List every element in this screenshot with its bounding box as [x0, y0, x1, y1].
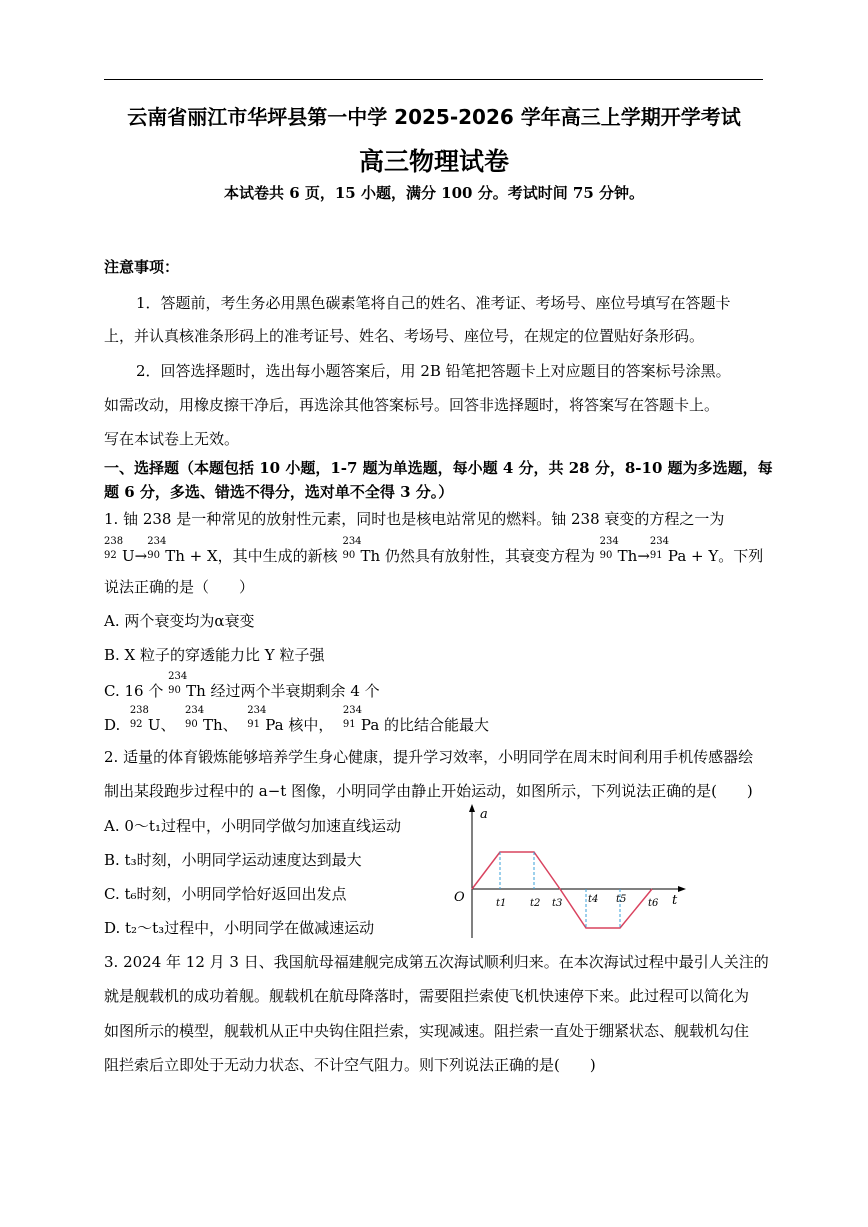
x-axis-arrow-icon	[678, 886, 686, 892]
question-3-text: 3. 2024 年 12 月 3 日、我国航母福建舰完成第五次海试顺利归来。在本次海试过程中最引人关注的	[104, 953, 769, 971]
nuclide-pa: 234 91	[342, 705, 363, 730]
tick-t5: t5	[616, 894, 627, 905]
question-3-text: 如图所示的模型，舰载机从正中央钩住阻拦索，实现减速。阻拦索一直处于绷紧状态、舰载机勾住	[104, 1022, 750, 1040]
option-b: B. X 粒子的穿透能力比 Y 粒子强	[104, 646, 325, 664]
x-axis-label: t	[672, 893, 678, 908]
option-c: C. t₆时刻，小明同学恰好返回出发点	[104, 885, 347, 903]
question-3-text: 就是舰载机的成功着舰。舰载机在航母降落时，需要阻拦索使飞机快速停下来。此过程可以简化为	[104, 987, 750, 1005]
origin-label: O	[454, 890, 465, 905]
nuclide-pa: 234 91	[247, 705, 267, 730]
notice-heading: 注意事项：	[104, 258, 180, 276]
tick-t3: t3	[552, 898, 563, 909]
a-t-graph	[446, 800, 691, 940]
question-1-text: 1. 铀 238 是一种常见的放射性元素，同时也是核电站常见的燃料。铀 238 衰变的方程之一为	[104, 510, 725, 528]
exam-info: 本试卷共 6 页，15 小题，满分 100 分。考试时间 75 分钟。	[223, 184, 645, 202]
tick-t6: t6	[648, 898, 659, 909]
nuclide-th: 234 90	[147, 536, 167, 561]
nuclide-u: 238 92	[104, 536, 124, 561]
question-3-text: 阻拦索后立即处于无动力状态、不计空气阻力。则下列说法正确的是( )	[104, 1056, 596, 1074]
notice-line: 2．回答选择题时，选出每小题答案后，用 2B 铅笔把答题卡上对应题目的答案标号涂黑。	[136, 362, 731, 380]
option-a: A. 两个衰变均为α衰变	[104, 612, 255, 630]
section-heading: 题 6 分，多选、错选不得分，选对单不全得 3 分。）	[104, 483, 454, 501]
question-1-equation: 238 92 U→ 234 90 Th + X，其中生成的新核 234 90 Th 仍然具有放射性，其衰变方程为 234 90 Th→ 234 91 Pa + Y。下列	[104, 536, 764, 565]
option-b: B. t₃时刻，小明同学运动速度达到最大	[104, 851, 362, 869]
y-axis-label: a	[480, 807, 488, 822]
nuclide-pa: 234 91	[649, 536, 669, 561]
y-axis-arrow-icon	[469, 804, 475, 812]
header-rule	[104, 79, 763, 80]
question-1-text: 说法正确的是（ ）	[104, 578, 255, 596]
exam-subtitle: 高三物理试卷	[358, 147, 509, 176]
notice-line: 上，并认真核准条形码上的准考证号、姓名、考场号、座位号，在规定的位置贴好条形码。	[104, 327, 705, 345]
nuclide-u: 238 92	[129, 705, 149, 730]
tick-t2: t2	[530, 898, 541, 909]
notice-line: 如需改动，用橡皮擦干净后，再选涂其他答案标号。回答非选择题时，将答案写在答题卡上。	[104, 396, 720, 414]
option-a: A. 0～t₁过程中，小明同学做匀加速直线运动	[104, 817, 401, 835]
option-d: D. 238 92 U、 234 90 Th、 234 91 Pa 核中， 234 91 Pa 的比结合能最大	[104, 705, 490, 734]
tick-t4: t4	[588, 894, 599, 905]
question-2-text: 制出某段跑步过程中的 a−t 图像，小明同学由静止开始运动，如图所示，下列说法正确的是( )	[104, 782, 753, 800]
exam-title: 云南省丽江市华坪县第一中学 2025-2026 学年高三上学期开学考试	[127, 105, 741, 129]
question-2-text: 2. 适量的体育锻炼能够培养学生身心健康，提升学习效率，小明同学在周末时间利用手机传感器绘	[104, 748, 754, 766]
notice-line: 1．答题前，考生务必用黑色碳素笔将自己的姓名、准考证、考场号、座位号填写在答题卡	[136, 294, 731, 312]
nuclide-th: 234 90	[342, 536, 362, 561]
nuclide-th: 234 90	[185, 705, 205, 730]
acceleration-curve	[472, 852, 652, 928]
nuclide-th: 234 90	[168, 671, 188, 696]
notice-line: 写在本试卷上无效。	[104, 430, 240, 448]
option-c: C. 16 个 234 90 Th 经过两个半衰期剩余 4 个	[104, 671, 380, 700]
section-heading: 一、选择题（本题包括 10 小题，1-7 题为单选题，每小题 4 分，共 28 分，8-10 题为多选题，每	[104, 459, 773, 477]
tick-t1: t1	[496, 898, 507, 909]
nuclide-th: 234 90	[599, 536, 619, 561]
option-d: D. t₂～t₃过程中，小明同学在做减速运动	[104, 919, 375, 937]
